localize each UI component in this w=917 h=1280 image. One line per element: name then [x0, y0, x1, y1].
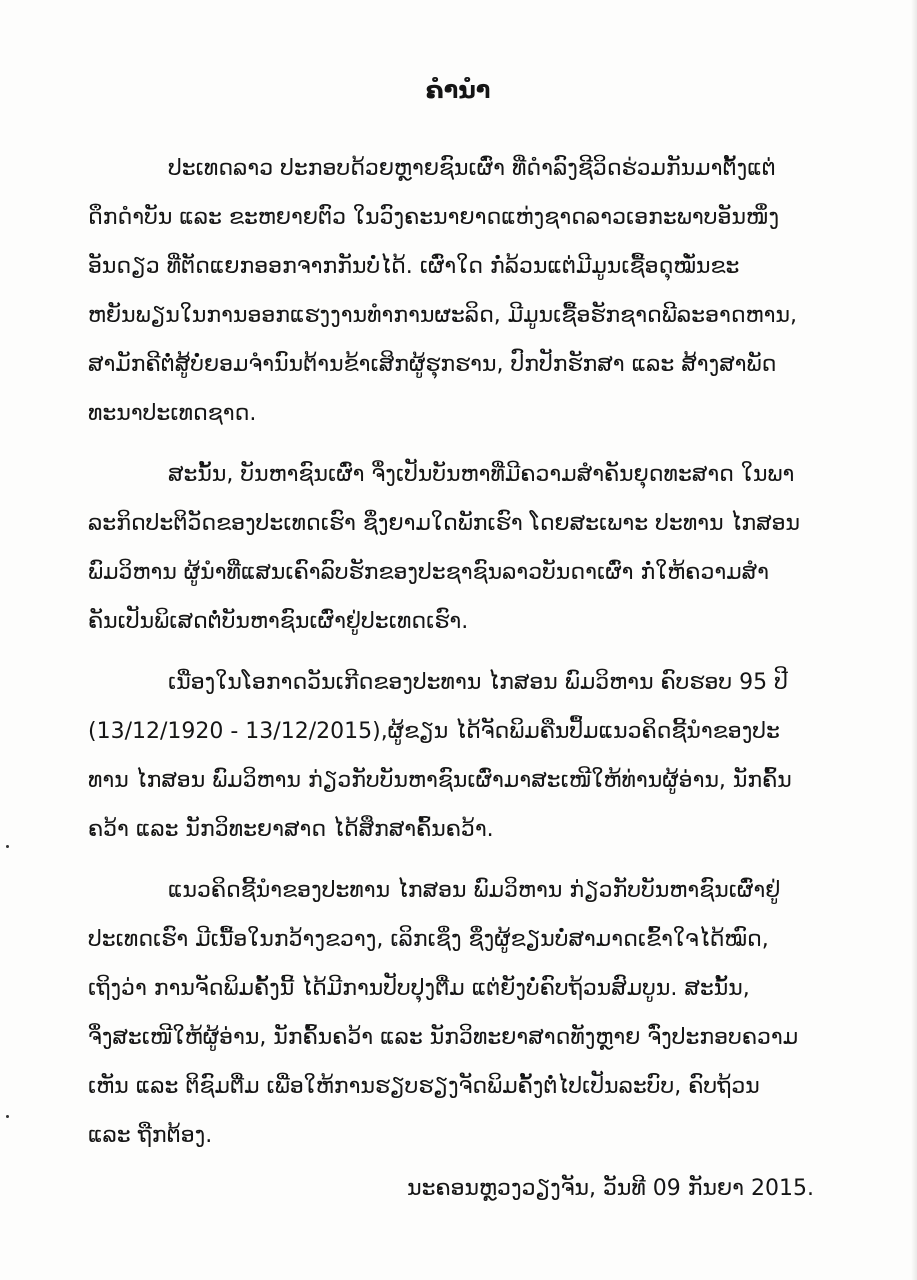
scan-shadow-edge [911, 0, 917, 1280]
text-line: (13/12/1920 - 13/12/2015),ຜູ້ຂຽນ ໄດ້ຈັດພິມຄືນປຶ້ມແນວຄິດຊີ້ນຳຂອງປະ [88, 719, 780, 744]
place-date-signature: ນະຄອນຫຼວງວຽງຈັນ, ວັນທີ 09 ກັນຍາ 2015. [407, 1176, 814, 1201]
text-line: ສະນັ້ນ, ບັນຫາຊົນເຜົ່າ ຈຶ່ງເປັນບັນຫາທີ່ມີຄວາມສຳຄັນຍຸດທະສາດ ໃນພາ [168, 462, 795, 487]
document-body [88, 68, 828, 1213]
text-line: ພົມວິຫານ ຜູ້ນຳທີ່ແສນເຄົາລົບຮັກຂອງປະຊາຊົນລາວບັນດາເຜົ່າ ກໍ່ໃຫ້ຄວາມສຳ [88, 560, 769, 585]
paragraph-3 [88, 658, 828, 854]
text-line: ຄວ້າ ແລະ ນັກວິທະຍາສາດ ໄດ້ສຶກສາຄົ້ນຄວ້າ. [88, 817, 494, 842]
text-line: ເນື່ອງໃນໂອກາດວັນເກີດຂອງປະທານ ໄກສອນ ພົມວິຫານ ຄົບຮອບ 95 ປີ [168, 670, 788, 695]
paragraph-1 [88, 144, 828, 438]
text-line: ຄັນເປັນພິເສດຕໍ່ບັນຫາຊົນເຜົ່າຢູ່ປະເທດເຮົາ. [88, 609, 469, 634]
text-line: ຫຍັນພຽນໃນການອອກແຮງງານທຳການຜະລິດ, ມີມູນເຊື້ອຮັກຊາດພີລະອາດຫານ, [88, 303, 797, 328]
paragraph-2 [88, 450, 828, 646]
text-line: ລະກິດປະຕິວັດຂອງປະເທດເຮົາ ຊຶ່ງຍາມໃດພັກເຮົາ ໂດຍສະເພາະ ປະທານ ໄກສອນ [88, 511, 801, 536]
scan-speck [6, 845, 9, 848]
text-line: ແນວຄິດຊີ້ນຳຂອງປະທານ ໄກສອນ ພົມວິຫານ ກ່ຽວກັບບັນຫາຊົນເຜົ່າຢູ່ [168, 878, 781, 903]
text-line: ອັນດຽວ ທີ່ຕັດແຍກອອກຈາກກັນບໍ່ໄດ້. ເຜົ່າໃດ ກໍ່ລ້ວນແຕ່ມີມູນເຊື້ອດຸໝັ່ນຂະ [88, 254, 740, 279]
document-title: ຄຳນຳ [425, 76, 491, 104]
text-line: ຈຶ່ງສະເໜີໃຫ້ຜູ້ອ່ານ, ນັກຄົ້ນຄວ້າ ແລະ ນັກວິທະຍາສາດທັງຫຼາຍ ຈົ່ງປະກອບຄວາມ [88, 1025, 799, 1050]
text-line: ທະນາປະເທດຊາດ. [88, 401, 257, 426]
text-line: ແລະ ຖືກຕ້ອງ. [88, 1123, 213, 1148]
text-line: ປະເທດເຮົາ ມີເນື້ອໃນກວ້າງຂວາງ, ເລິກເຊິ່ງ ຊຶ່ງຜູ້ຂຽນບໍ່ສາມາດເຂົ້າໃຈໄດ້ໝົດ, [88, 927, 769, 952]
text-line: ປະເທດລາວ ປະກອບດ້ວຍຫຼາຍຊົນເຜົ່າ ທີ່ດຳລົງຊີວິດຮ່ວມກັນມາຕັ້ງແຕ່ [168, 156, 776, 181]
paragraph-4 [88, 866, 828, 1160]
text-line: ເຖິງວ່າ ການຈັດພິມຄັ້ງນີ້ ໄດ້ມີການປັບປຸງຕື່ມ ແຕ່ຍັງບໍ່ຄົບຖ້ວນສົມບູນ. ສະນັ້ນ, [88, 976, 750, 1001]
text-line: ສາມັກຄີຕໍ່ສູ້ບໍ່ຍອມຈຳນົນຕ້ານຂ້າເສິກຜູ້ຮຸກຮານ, ປົກປັກຮັກສາ ແລະ ສ້າງສາພັດ [88, 352, 777, 377]
scan-speck [6, 1115, 9, 1118]
text-line: ທານ ໄກສອນ ພົມວິຫານ ກ່ຽວກັບບັນຫາຊົນເຜົ່າມາສະເໜີໃຫ້ທ່ານຜູ້ອ່ານ, ນັກຄົ້ນ [88, 768, 792, 793]
text-line: ດຶກດຳບັນ ແລະ ຂະຫຍາຍຕົວ ໃນວົງຄະນາຍາດແຫ່ງຊາດລາວເອກະພາບອັນໜຶ່ງ [88, 205, 780, 230]
text-line: ເຫັນ ແລະ ຕິຊົມຕື່ມ ເພື່ອໃຫ້ການຮຽບຮຽງຈັດພິມຄັ້ງຕໍ່ໄປເປັນລະບົບ, ຄົບຖ້ວນ [88, 1074, 760, 1099]
